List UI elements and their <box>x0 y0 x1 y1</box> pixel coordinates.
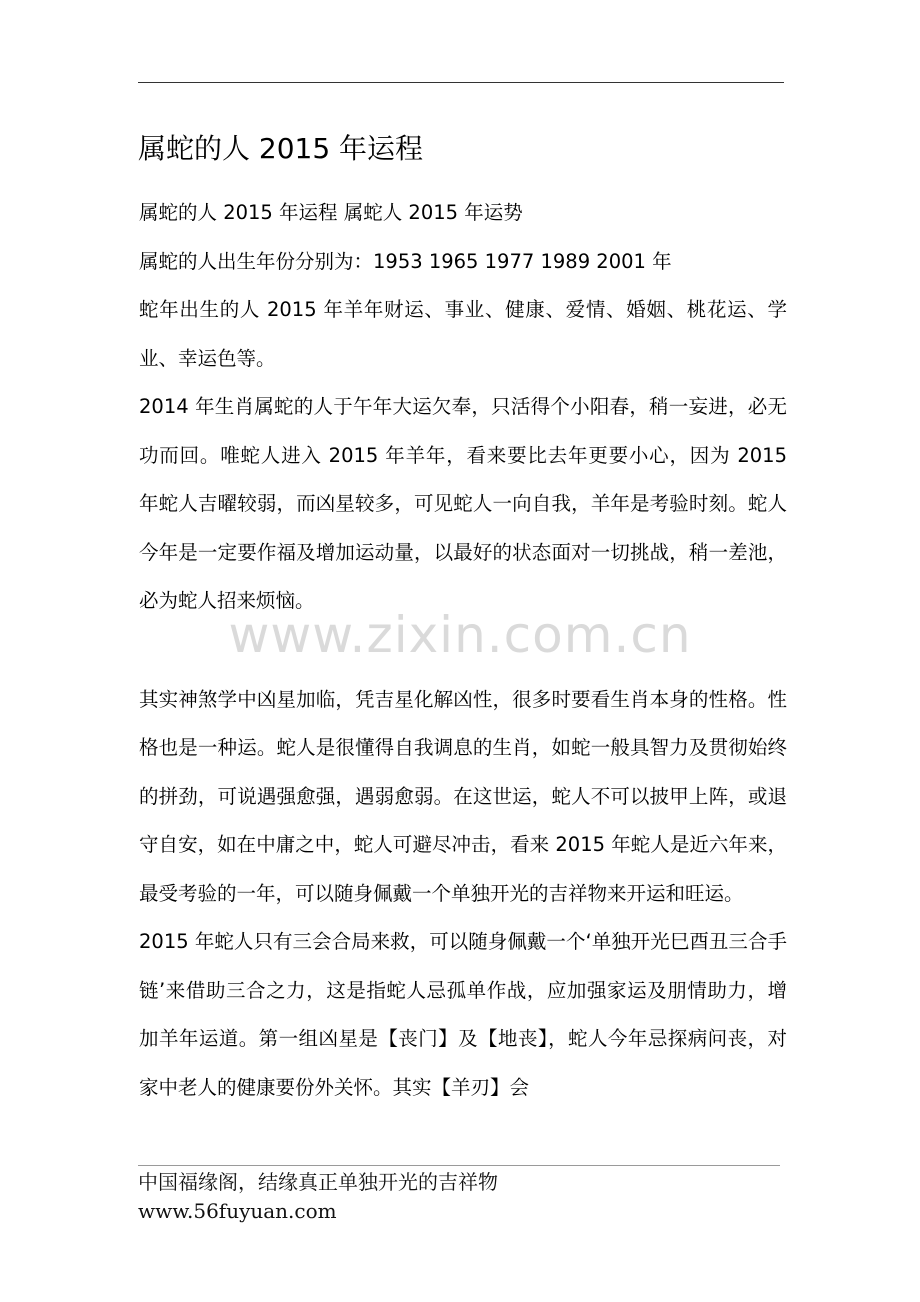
footer-url: www.56fuyuan.com <box>138 1199 337 1223</box>
watermark: www.zixin.com.cn <box>228 606 692 664</box>
page-footer <box>138 1168 498 1226</box>
page-title: 属蛇的人 2015 年运程 <box>138 132 424 165</box>
birth-years-paragraph: 属蛇的人出生年份分别为：1953 1965 1977 1989 2001 年 <box>139 249 672 273</box>
footer-tagline: 中国福缘阁，结缘真正单独开光的吉祥物 <box>138 1170 498 1194</box>
subtitle-paragraph: 属蛇的人 2015 年运程 属蛇人 2015 年运势 <box>139 201 523 224</box>
fortune-2014-paragraph: 2014 年生肖属蛇的人于午年大运欠奉，只活得个小阳春，稍一妄进，必无功而回。唯蛇人进入 2015 年羊年，看来要比去年更要小心，因为 2015 年蛇人吉曜较弱，而凶星较多，可见蛇人一向自我，羊年是考验时刻。蛇人今年是一定要作福及增加运动量，以最好的状态面对一切挑战，稍一差池，必为蛇人招来烦恼。 <box>139 395 787 612</box>
three-harmony-paragraph: 2015 年蛇人只有三会合局来救，可以随身佩戴一个‘单独开光巳酉丑三合手链’来借助三合之力，这是指蛇人忌孤单作战，应加强家运及朋情助力，增加羊年运道。第一组凶星是【丧门】及【地丧】，蛇人今年忌探病问丧，对家中老人的健康要份外关怀。其实【羊刃】会 <box>139 930 787 1099</box>
personality-paragraph: 其实神煞学中凶星加临，凭吉星化解凶性，很多时要看生肖本身的性格。性格也是一种运。蛇人是很懂得自我调息的生肖，如蛇一般具智力及贯彻始终的拼劲，可说遇强愈强，遇弱愈弱。在这世运，蛇人不可以披甲上阵，或退守自安，如在中庸之中，蛇人可避尽冲击，看来 2015 年蛇人是近六年来，最受考验的一年，可以随身佩戴一个单独开光的吉祥物来开运和旺运。 <box>139 687 787 905</box>
footer-rule <box>138 1165 780 1166</box>
topics-paragraph: 蛇年出生的人 2015 年羊年财运、事业、健康、爱情、婚姻、桃花运、学业、幸运色等。 <box>139 298 787 370</box>
header-rule <box>138 82 784 83</box>
